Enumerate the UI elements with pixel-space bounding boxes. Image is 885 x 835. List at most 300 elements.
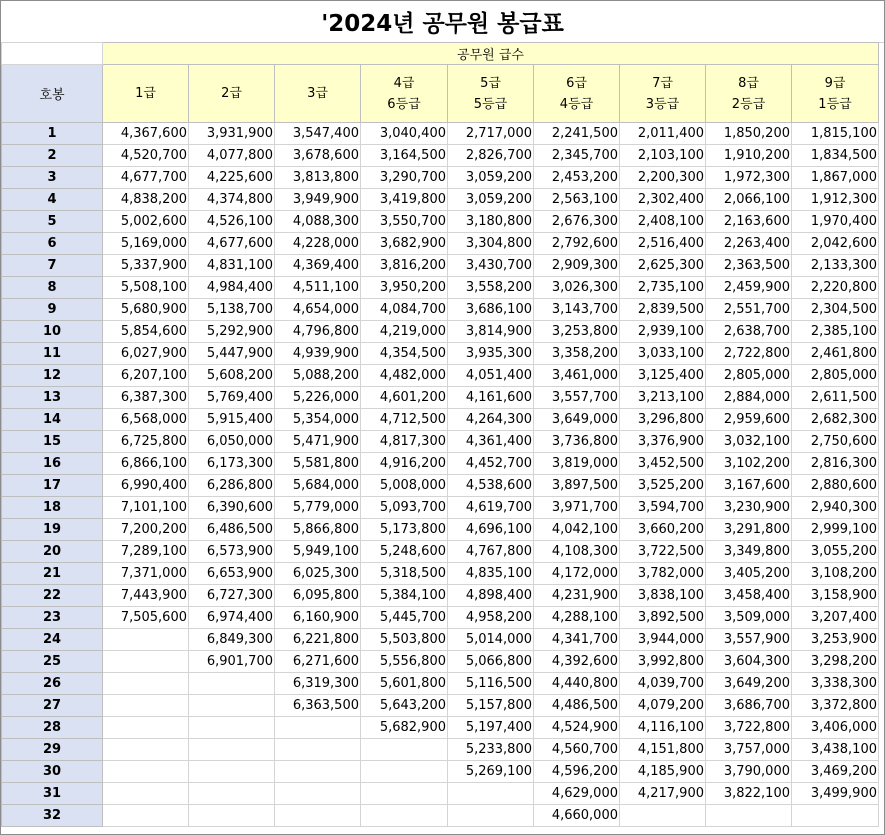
step-number: 9 [2,299,103,321]
table-row [2,651,879,673]
salary-cell: 3,686,700 [706,695,792,717]
salary-cell: 3,813,800 [275,167,361,189]
salary-cell: 1,834,500 [792,145,879,167]
salary-cell: 3,594,700 [620,497,706,519]
table-row [2,123,879,145]
salary-cell [103,783,189,805]
table-row [2,739,879,761]
salary-cell: 5,138,700 [189,299,275,321]
salary-cell: 4,677,700 [103,167,189,189]
salary-cell: 2,459,900 [706,277,792,299]
salary-cell: 4,898,400 [448,585,534,607]
salary-cell: 2,066,100 [706,189,792,211]
salary-cell: 2,676,300 [534,211,620,233]
step-number: 27 [2,695,103,717]
salary-cell: 6,866,100 [103,453,189,475]
salary-cell: 4,538,600 [448,475,534,497]
salary-cell: 3,550,700 [361,211,448,233]
salary-cell: 2,461,800 [792,343,879,365]
salary-cell [103,739,189,761]
grade-header [275,65,361,123]
table-row [2,695,879,717]
table-row [2,343,879,365]
salary-cell: 6,568,000 [103,409,189,431]
salary-cell: 3,509,000 [706,607,792,629]
salary-cell: 3,230,900 [706,497,792,519]
salary-cell [189,805,275,827]
step-column-header: 호봉 [2,65,103,123]
salary-cell: 6,095,800 [275,585,361,607]
salary-cell: 3,547,400 [275,123,361,145]
salary-cell: 2,408,100 [620,211,706,233]
salary-cell: 3,108,200 [792,563,879,585]
salary-cell: 5,002,600 [103,211,189,233]
salary-cell: 6,990,400 [103,475,189,497]
salary-cell: 3,349,800 [706,541,792,563]
salary-cell: 3,971,700 [534,497,620,519]
salary-cell: 4,392,600 [534,651,620,673]
salary-cell: 3,304,800 [448,233,534,255]
salary-cell: 5,088,200 [275,365,361,387]
salary-cell [103,651,189,673]
grade-header-row [2,65,879,123]
salary-cell: 7,371,000 [103,563,189,585]
salary-cell [361,761,448,783]
salary-cell [361,805,448,827]
salary-cell: 4,560,700 [534,739,620,761]
salary-cell: 5,066,800 [448,651,534,673]
salary-cell: 4,354,500 [361,343,448,365]
salary-cell: 4,654,000 [275,299,361,321]
table-row [2,167,879,189]
table-row [2,431,879,453]
step-number: 2 [2,145,103,167]
salary-cell: 3,253,900 [792,629,879,651]
salary-cell: 3,026,300 [534,277,620,299]
salary-cell: 2,625,300 [620,255,706,277]
grade-header-label: 3등급 [645,96,680,112]
salary-cell: 5,866,800 [275,519,361,541]
salary-cell: 4,161,600 [448,387,534,409]
salary-cell: 5,014,000 [448,629,534,651]
salary-cell: 3,164,500 [361,145,448,167]
salary-cell: 5,384,100 [361,585,448,607]
salary-cell: 4,440,800 [534,673,620,695]
salary-cell: 3,722,800 [706,717,792,739]
salary-cell: 4,601,200 [361,387,448,409]
salary-cell: 2,999,100 [792,519,879,541]
salary-cell: 4,039,700 [620,673,706,695]
table-row [2,717,879,739]
salary-cell [620,805,706,827]
salary-cell: 2,722,800 [706,343,792,365]
salary-cell: 6,390,600 [189,497,275,519]
grade-header [534,65,620,123]
salary-cell: 2,516,400 [620,233,706,255]
salary-cell: 2,909,300 [534,255,620,277]
salary-cell: 4,629,000 [534,783,620,805]
step-number: 5 [2,211,103,233]
salary-cell: 6,160,900 [275,607,361,629]
salary-cell [189,739,275,761]
salary-cell: 4,831,100 [189,255,275,277]
salary-cell: 3,102,200 [706,453,792,475]
grade-header-label: 7급 [652,75,673,91]
grade-header-label: 1급 [135,86,156,101]
salary-cell: 4,796,800 [275,321,361,343]
salary-cell: 5,226,000 [275,387,361,409]
salary-cell: 6,207,100 [103,365,189,387]
table-row [2,673,879,695]
salary-cell: 4,288,100 [534,607,620,629]
salary-cell: 3,158,900 [792,585,879,607]
salary-cell: 2,302,400 [620,189,706,211]
salary-cell: 6,486,500 [189,519,275,541]
step-number: 14 [2,409,103,431]
salary-cell: 6,319,300 [275,673,361,695]
grade-header-label: 4등급 [559,96,594,112]
salary-cell: 3,822,100 [706,783,792,805]
grade-header-label: 6급 [566,75,587,91]
group-header-row [2,43,879,65]
salary-cell: 2,826,700 [448,145,534,167]
salary-cell: 6,027,900 [103,343,189,365]
salary-cell: 7,505,600 [103,607,189,629]
salary-cell: 3,816,200 [361,255,448,277]
step-number: 19 [2,519,103,541]
salary-cell: 3,838,100 [620,585,706,607]
salary-cell: 3,290,700 [361,167,448,189]
salary-cell [275,783,361,805]
salary-cell: 5,581,800 [275,453,361,475]
step-number: 15 [2,431,103,453]
salary-cell: 6,849,300 [189,629,275,651]
step-number: 28 [2,717,103,739]
salary-cell: 3,059,200 [448,167,534,189]
salary-cell: 6,387,300 [103,387,189,409]
salary-cell: 2,042,600 [792,233,879,255]
step-number: 3 [2,167,103,189]
step-number: 24 [2,629,103,651]
salary-cell: 6,050,000 [189,431,275,453]
salary-cell: 5,779,000 [275,497,361,519]
salary-cell: 6,286,800 [189,475,275,497]
salary-cell: 3,682,900 [361,233,448,255]
salary-cell [103,717,189,739]
salary-cell: 6,573,900 [189,541,275,563]
table-row [2,519,879,541]
salary-cell [189,761,275,783]
salary-cell: 1,815,100 [792,123,879,145]
salary-cell: 5,471,900 [275,431,361,453]
salary-cell [275,739,361,761]
salary-cell: 3,649,200 [706,673,792,695]
step-number: 22 [2,585,103,607]
grade-header [103,65,189,123]
salary-cell: 1,867,000 [792,167,879,189]
salary-cell: 5,556,800 [361,651,448,673]
group-header: 공무원 급수 [103,43,879,65]
salary-cell: 4,185,900 [620,761,706,783]
salary-cell: 5,169,000 [103,233,189,255]
table-row [2,607,879,629]
salary-cell: 6,271,600 [275,651,361,673]
salary-cell [103,805,189,827]
salary-cell: 4,712,500 [361,409,448,431]
salary-cell: 3,438,100 [792,739,879,761]
salary-cell: 5,116,500 [448,673,534,695]
salary-cell: 5,197,400 [448,717,534,739]
table-row [2,453,879,475]
salary-cell: 4,151,800 [620,739,706,761]
salary-cell: 3,338,300 [792,673,879,695]
step-number: 32 [2,805,103,827]
salary-cell: 3,167,600 [706,475,792,497]
salary-cell: 5,608,200 [189,365,275,387]
salary-cell: 5,682,900 [361,717,448,739]
table-row [2,497,879,519]
salary-cell: 3,944,000 [620,629,706,651]
salary-cell: 3,604,300 [706,651,792,673]
salary-cell: 1,850,200 [706,123,792,145]
salary-cell: 2,611,500 [792,387,879,409]
step-number: 25 [2,651,103,673]
salary-cell: 5,915,400 [189,409,275,431]
salary-cell: 5,445,700 [361,607,448,629]
salary-cell: 3,405,200 [706,563,792,585]
salary-cell: 5,684,000 [275,475,361,497]
table-row [2,761,879,783]
salary-cell: 3,992,800 [620,651,706,673]
salary-cell: 3,678,600 [275,145,361,167]
salary-cell: 4,939,900 [275,343,361,365]
salary-cell: 3,406,000 [792,717,879,739]
salary-cell: 5,233,800 [448,739,534,761]
table-row [2,563,879,585]
salary-cell: 2,263,400 [706,233,792,255]
table-row [2,805,879,827]
salary-cell: 4,452,700 [448,453,534,475]
salary-cell: 2,805,000 [792,365,879,387]
salary-cell: 3,452,500 [620,453,706,475]
step-number: 29 [2,739,103,761]
salary-cell: 5,354,000 [275,409,361,431]
salary-cell: 1,910,200 [706,145,792,167]
salary-cell: 4,817,300 [361,431,448,453]
salary-cell: 2,241,500 [534,123,620,145]
step-number: 12 [2,365,103,387]
salary-cell: 2,735,100 [620,277,706,299]
salary-cell: 2,717,000 [448,123,534,145]
salary-cell: 5,337,900 [103,255,189,277]
salary-cell: 2,880,600 [792,475,879,497]
salary-cell: 2,385,100 [792,321,879,343]
salary-cell: 4,219,000 [361,321,448,343]
table-row [2,541,879,563]
salary-cell: 6,974,400 [189,607,275,629]
salary-cell: 4,264,300 [448,409,534,431]
table-row [2,475,879,497]
step-number: 11 [2,343,103,365]
step-number: 13 [2,387,103,409]
step-number: 23 [2,607,103,629]
salary-cell: 4,172,000 [534,563,620,585]
salary-cell: 3,376,900 [620,431,706,453]
salary-cell: 6,221,800 [275,629,361,651]
salary-cell: 3,055,200 [792,541,879,563]
salary-cell: 4,984,400 [189,277,275,299]
grade-header-label: 9급 [824,75,846,91]
grade-header-label: 6등급 [387,96,421,112]
table-row [2,629,879,651]
salary-cell: 2,940,300 [792,497,879,519]
salary-cell [189,673,275,695]
salary-cell: 3,557,700 [534,387,620,409]
salary-cell: 3,461,000 [534,365,620,387]
salary-cell: 1,972,300 [706,167,792,189]
salary-cell: 4,596,200 [534,761,620,783]
table-row [2,211,879,233]
salary-cell: 4,228,000 [275,233,361,255]
table-row [2,783,879,805]
salary-cell: 2,551,700 [706,299,792,321]
salary-cell: 2,805,000 [706,365,792,387]
grade-header [448,65,534,123]
salary-cell [275,717,361,739]
grade-header [792,65,879,123]
salary-cell: 3,819,000 [534,453,620,475]
salary-cell: 4,367,600 [103,123,189,145]
salary-cell: 3,782,000 [620,563,706,585]
salary-cell: 2,163,600 [706,211,792,233]
salary-cell [189,783,275,805]
salary-cell: 4,660,000 [534,805,620,827]
salary-cell: 6,901,700 [189,651,275,673]
step-number: 20 [2,541,103,563]
salary-cell: 1,912,300 [792,189,879,211]
salary-cell: 3,660,200 [620,519,706,541]
salary-cell: 3,298,200 [792,651,879,673]
salary-cell [275,805,361,827]
salary-cell: 3,722,500 [620,541,706,563]
salary-cell [103,695,189,717]
salary-cell: 4,225,600 [189,167,275,189]
salary-cell: 2,792,600 [534,233,620,255]
step-number: 10 [2,321,103,343]
salary-cell: 5,173,800 [361,519,448,541]
salary-cell: 4,835,100 [448,563,534,585]
salary-cell: 3,358,200 [534,343,620,365]
salary-cell: 4,767,800 [448,541,534,563]
salary-cell: 3,032,100 [706,431,792,453]
table-row [2,189,879,211]
salary-cell: 3,757,000 [706,739,792,761]
salary-cell [792,805,879,827]
salary-cell: 3,557,900 [706,629,792,651]
salary-cell: 2,200,300 [620,167,706,189]
salary-cell: 3,180,800 [448,211,534,233]
salary-cell: 3,033,100 [620,343,706,365]
grade-header [620,65,706,123]
salary-cell: 3,372,800 [792,695,879,717]
salary-cell: 3,499,900 [792,783,879,805]
salary-cell: 3,949,900 [275,189,361,211]
salary-cell: 3,296,800 [620,409,706,431]
grade-header-label: 4급 [393,75,415,91]
salary-cell: 3,897,500 [534,475,620,497]
salary-cell: 4,374,800 [189,189,275,211]
salary-cell: 5,601,800 [361,673,448,695]
grade-header-label: 5등급 [473,96,508,112]
salary-cell: 4,341,700 [534,629,620,651]
step-number: 1 [2,123,103,145]
salary-cell: 6,363,500 [275,695,361,717]
salary-cell: 3,458,400 [706,585,792,607]
salary-cell: 4,042,100 [534,519,620,541]
salary-cell: 5,508,100 [103,277,189,299]
salary-cell: 3,253,800 [534,321,620,343]
salary-cell: 2,363,500 [706,255,792,277]
step-number: 8 [2,277,103,299]
salary-cell [103,673,189,695]
salary-cell [103,761,189,783]
salary-cell: 2,884,000 [706,387,792,409]
salary-cell: 5,769,400 [189,387,275,409]
salary-cell: 6,173,300 [189,453,275,475]
salary-cell: 3,525,200 [620,475,706,497]
grade-header-label: 2등급 [731,96,766,112]
salary-cell: 5,008,000 [361,475,448,497]
salary-cell: 3,419,800 [361,189,448,211]
salary-cell: 5,269,100 [448,761,534,783]
salary-cell [275,761,361,783]
salary-cell: 4,079,200 [620,695,706,717]
salary-cell: 4,520,700 [103,145,189,167]
salary-cell: 5,447,900 [189,343,275,365]
salary-cell: 5,503,800 [361,629,448,651]
salary-cell: 2,816,300 [792,453,879,475]
salary-cell: 3,790,000 [706,761,792,783]
table-row [2,255,879,277]
corner-cell [2,43,103,65]
salary-cell: 4,486,500 [534,695,620,717]
salary-cell: 2,638,700 [706,321,792,343]
salary-cell: 5,854,600 [103,321,189,343]
step-number: 31 [2,783,103,805]
salary-cell: 3,207,400 [792,607,879,629]
salary-cell: 4,217,900 [620,783,706,805]
salary-cell [361,739,448,761]
salary-cell: 5,680,900 [103,299,189,321]
salary-cell [103,629,189,651]
salary-cell: 2,345,700 [534,145,620,167]
salary-cell: 5,318,500 [361,563,448,585]
salary-cell: 3,430,700 [448,255,534,277]
salary-cell: 2,220,800 [792,277,879,299]
grade-header-label: 5급 [480,75,501,91]
salary-cell: 4,088,300 [275,211,361,233]
salary-cell: 4,482,000 [361,365,448,387]
salary-cell: 6,653,900 [189,563,275,585]
salary-cell: 2,939,100 [620,321,706,343]
salary-cell: 4,051,400 [448,365,534,387]
grade-header [361,65,448,123]
salary-cell [189,695,275,717]
salary-cell: 4,369,400 [275,255,361,277]
salary-cell: 4,838,200 [103,189,189,211]
salary-cell: 5,248,600 [361,541,448,563]
salary-cell [189,717,275,739]
